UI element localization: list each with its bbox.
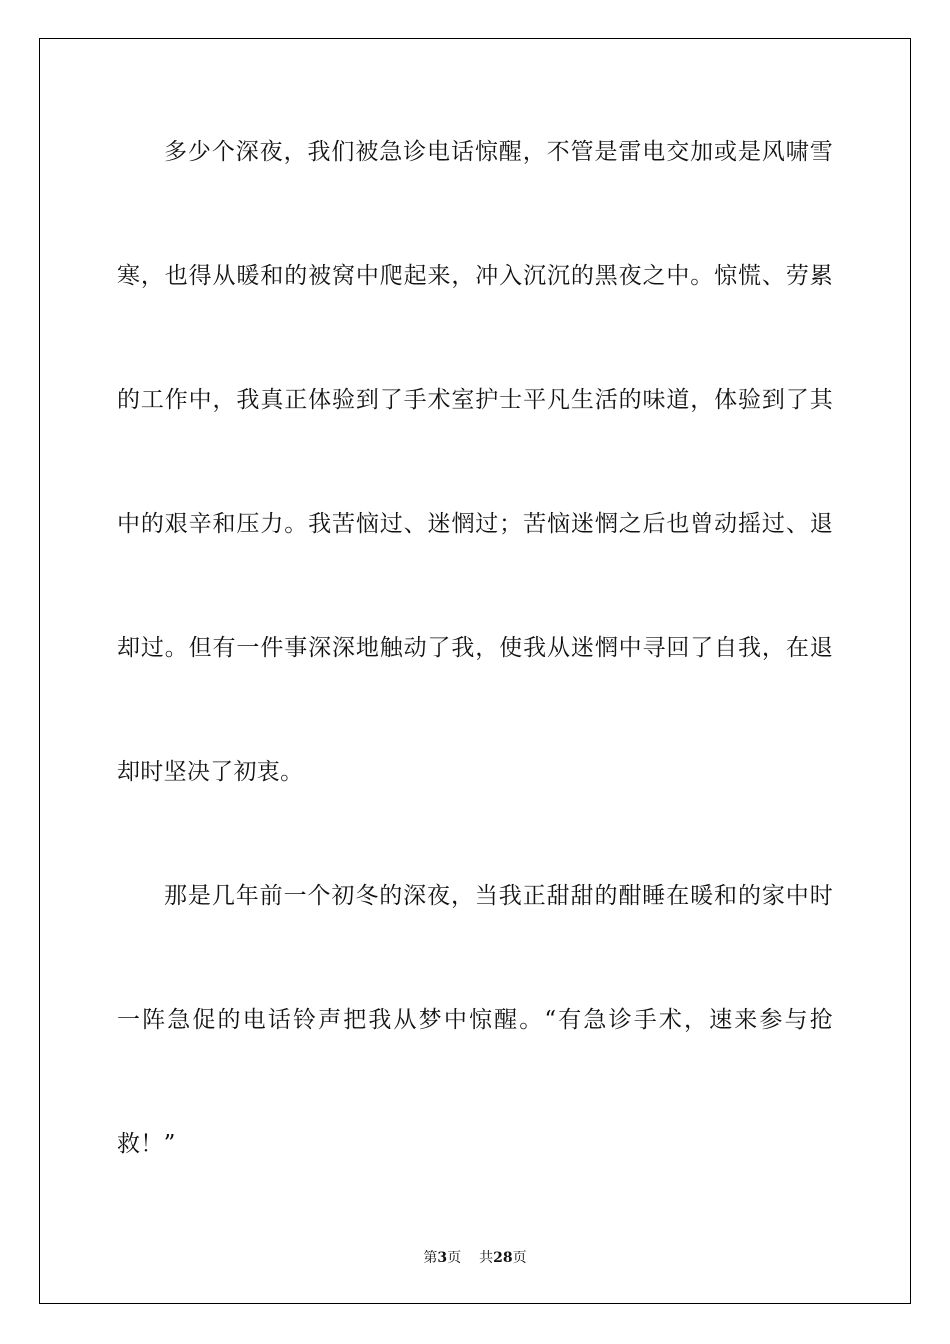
total-pages: 28 [493, 1250, 513, 1266]
paragraph-1-line-5: 却过。但有一件事深深地触动了我，使我从迷惘中寻回了自我，在退 [117, 635, 833, 661]
paragraph-2-line-1: 那是几年前一个初冬的深夜，当我正甜甜的酣睡在暖和的家中时 [164, 883, 833, 909]
page-footer [0, 1249, 950, 1267]
paragraph-2-line-2: 一阵急促的电话铃声把我从梦中惊醒。“有急诊手术，速来参与抢 [117, 1007, 833, 1033]
paragraph-1-line-1: 多少个深夜，我们被急诊电话惊醒，不管是雷电交加或是风啸雪 [164, 139, 833, 165]
paragraph-2-line-3: 救！” [117, 1131, 176, 1157]
page-border [39, 38, 911, 1304]
paragraph-1-line-4: 中的艰辛和压力。我苦恼过、迷惘过；苦恼迷惘之后也曾动摇过、退 [117, 511, 833, 537]
paragraph-1-line-2: 寒，也得从暖和的被窝中爬起来，冲入沉沉的黑夜之中。惊慌、劳累 [117, 263, 833, 289]
total-unit: 页 [512, 1250, 527, 1266]
paragraph-1-line-6: 却时坚决了初衷。 [117, 759, 304, 785]
page-unit: 页 [447, 1250, 462, 1266]
page-number: 3 [437, 1250, 448, 1266]
paragraph-1-line-3: 的工作中，我真正体验到了手术室护士平凡生活的味道，体验到了其 [117, 387, 833, 413]
total-prefix: 共 [479, 1250, 494, 1266]
page-prefix: 第 [423, 1250, 438, 1266]
